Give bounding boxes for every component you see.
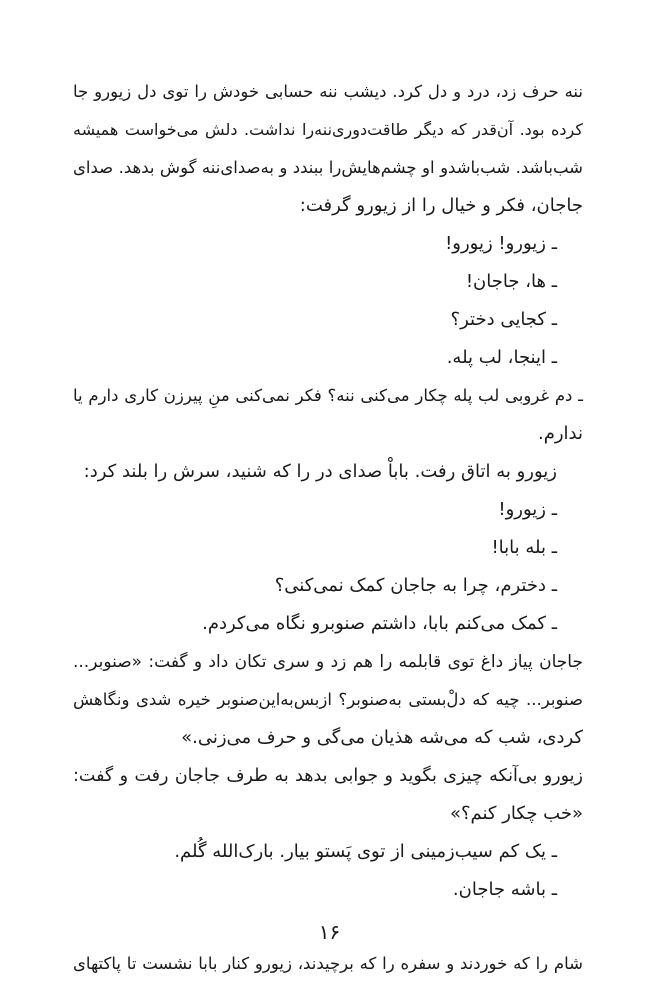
dialogue-line: ـ بله بابا! (491, 537, 557, 558)
text-line: زیورو بی‌آنکه چیزی بگوید و جوابی بدهد به طرف جاجان رفت و گفت: (73, 766, 583, 786)
text-line: صنوبر... چیه که دلْ‌بستی به‌صنوبر؟ ازبس‌به‌این‌صنوبر خیره شدی ونگاهش (73, 690, 583, 709)
dialogue-line: ـ ها، جاجان! (465, 271, 557, 292)
dialogue-line: ـ زیورو! (498, 499, 557, 520)
dialogue-line: ـ یک کم سیب‌زمینی از توی پَستو بیار. بارک‌الله گُلم. (174, 841, 557, 862)
text-line: ننه حرف زد، درد و دل کرد. دیشب ننه حسابی خودش را توی دل زیورو جا (73, 82, 583, 101)
text-line: جاجان، فکر و خیال را از زیورو گرفت: (299, 195, 583, 216)
dialogue-line: ـ اینجا، لب پله. (446, 347, 557, 368)
dialogue-line: ـ دم غروبی لب پله چکار می‌کنی ننه؟ فکر نمی‌کنی منِ پیرزن کاری دارم یا (73, 386, 583, 405)
dialogue-line: ـ کمک می‌کنم بابا، داشتم صنوبرو نگاه می‌کردم. (202, 613, 557, 634)
text-line: شب‌باشد. شب‌باشد‌و او چشم‌هایش‌را ببندد و به‌صدای‌ننه گوش بدهد. صدای (73, 158, 583, 177)
text-line: شام را که خوردند و سفره را که برچیدند، زیورو کنار بابا نشست تا پاکتهای (73, 954, 583, 973)
dialogue-line: ـ زیورو! زیورو! (445, 233, 557, 254)
text-line: کرده بود. آن‌قدر که دیگر طاقت‌دوری‌ننه‌را نداشت. دلش می‌خواست همیشه (73, 120, 583, 139)
text-line: «خب چکار کنم؟» (449, 803, 583, 824)
text-line: زیورو به اتاق رفت. باباْ صدای در را که شنید، سرش را بلند کرد: (83, 461, 557, 482)
dialogue-line: ـ دخترم، چرا به جاجان کمک نمی‌کنی؟ (274, 575, 557, 596)
dialogue-line: ـ کجایی دختر؟ (450, 309, 557, 330)
page-number: ۱۶ (318, 920, 341, 944)
text-line: کردی، شب که می‌شه هذیان می‌گی و حرف می‌زنی.» (181, 727, 583, 748)
text-line: ندارم. (537, 423, 583, 444)
dialogue-line: ـ باشه جاجان. (452, 879, 557, 900)
text-line: جاجان پیاز داغ توی قابلمه را هم زد و سری تکان داد و گفت: «صنوبر... (73, 652, 583, 672)
